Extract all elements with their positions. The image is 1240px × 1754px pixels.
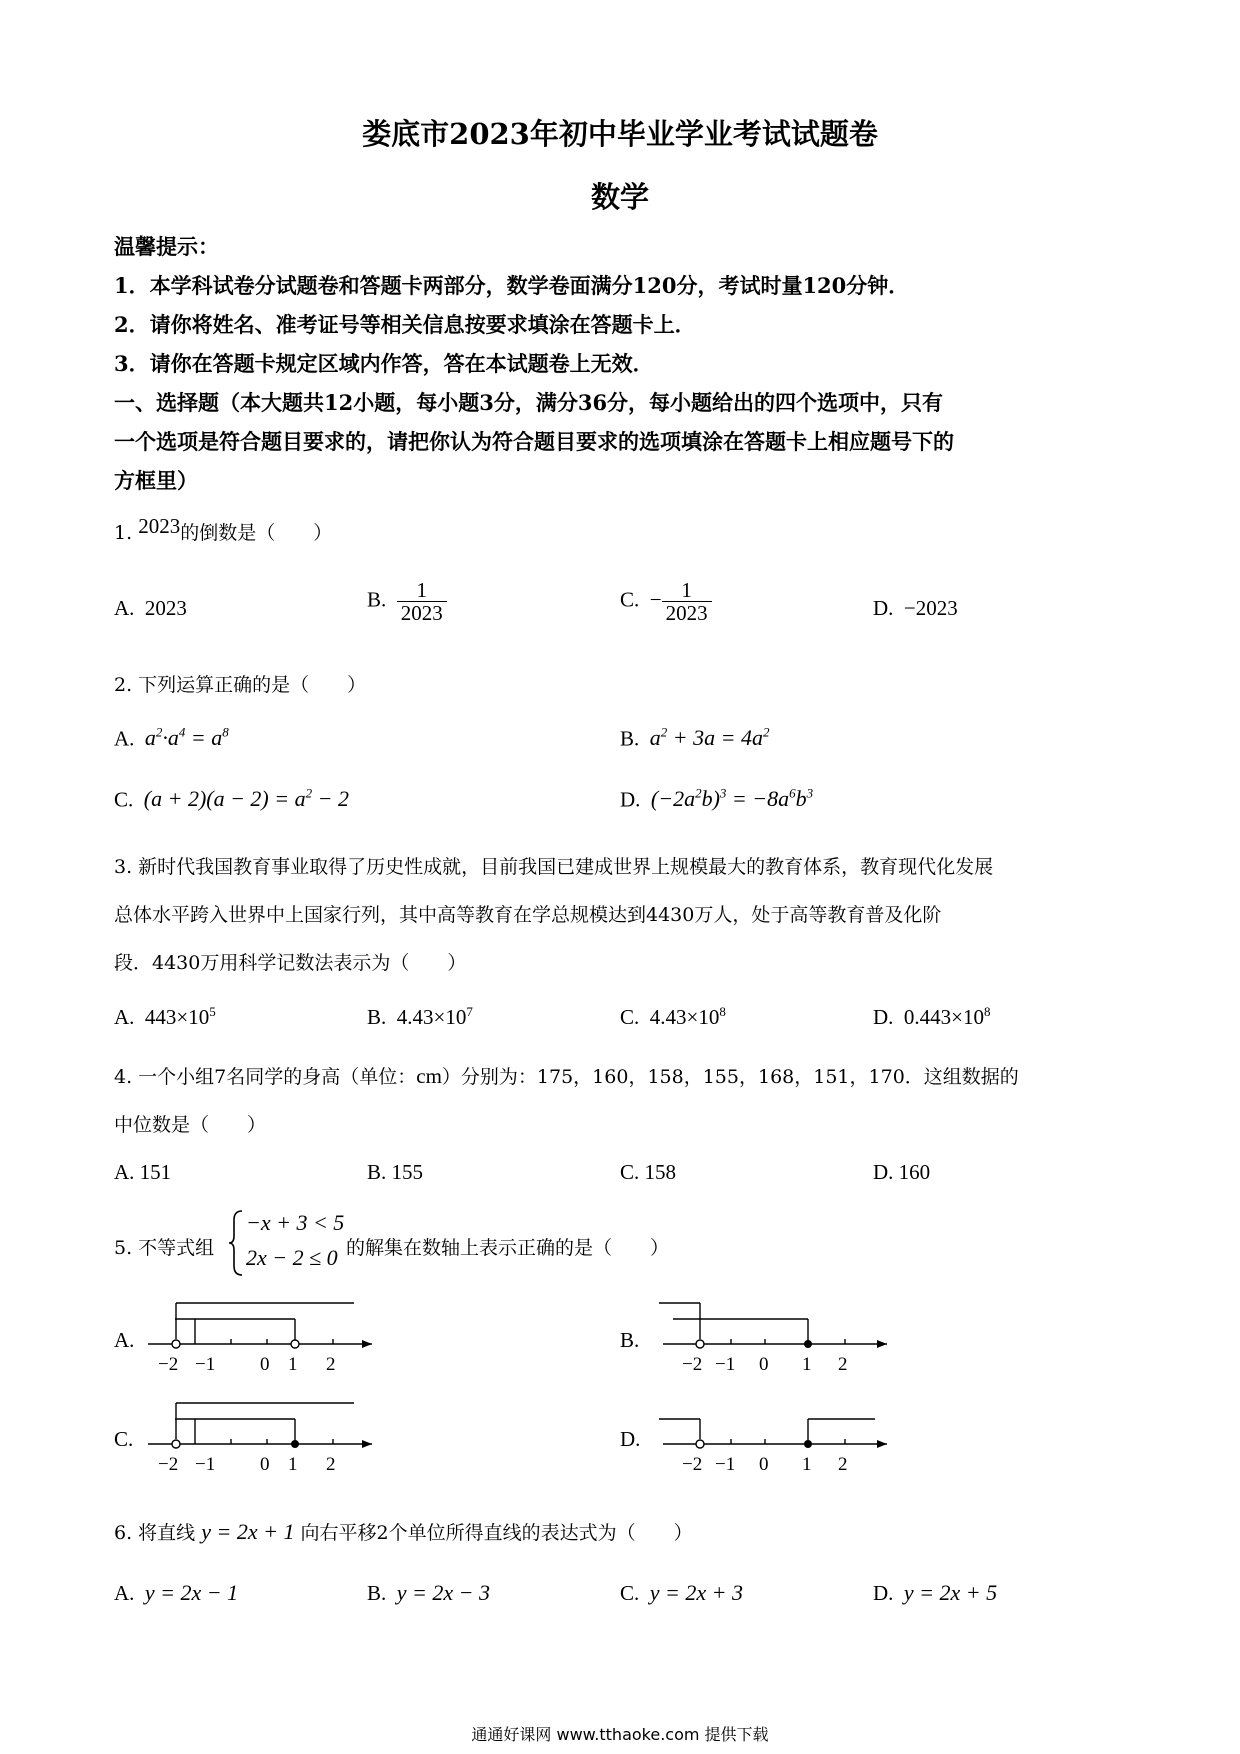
tick-label: 0 xyxy=(759,1454,769,1475)
q5-inequality-2: 2x − 2 ≤ 0 xyxy=(246,1245,338,1270)
q4-option-c: C. 158 xyxy=(620,1160,677,1184)
q5-prefix: 5. 不等式组 xyxy=(114,1237,215,1259)
q6-stem: 6. 将直线 y = 2x + 1 向右平移2个单位所得直线的表达式为（ ） xyxy=(114,1519,693,1544)
tick-label: 2 xyxy=(838,1354,848,1375)
q1-number: 1. xyxy=(114,522,133,544)
q6-option-d: D. y = 2x + 5 xyxy=(873,1580,998,1605)
exam-title: 娄底市2023年初中毕业学业考试试题卷 xyxy=(362,117,878,151)
q5-number-line-d xyxy=(655,1395,895,1475)
q5-option-d-label: D. xyxy=(620,1427,641,1451)
tick-label: 2 xyxy=(326,1354,336,1375)
tick-label: −1 xyxy=(715,1454,736,1475)
q1-b-fraction: $\frac{1}{2023}$ xyxy=(397,579,447,624)
footer-watermark: 通通好课网 www.tthaoke.com 提供下载 xyxy=(471,1725,769,1744)
q5-number-line-c xyxy=(140,1395,380,1475)
q1-option-d: D. −2023 xyxy=(873,596,958,620)
q5-brace xyxy=(228,1208,246,1278)
q5-suffix: 的解集在数轴上表示正确的是（ ） xyxy=(346,1237,670,1259)
q3-option-d: D. $0.443\times 10^8$ xyxy=(873,1004,991,1029)
tick-label: 1 xyxy=(802,1354,812,1375)
tick-label: 0 xyxy=(260,1454,270,1475)
q1-text: 的倒数是（ ） xyxy=(180,522,333,544)
q4-option-d: D. 160 xyxy=(873,1160,931,1184)
section-heading-line2: 一个选项是符合题目要求的，请把你认为符合题目要求的选项填涂在答题卡上相应题号下的 xyxy=(114,429,954,454)
q2-option-b: B. $a^2 + 3a = 4a^2$ xyxy=(620,725,770,751)
q1-stem xyxy=(114,514,333,545)
tick-label: −1 xyxy=(715,1354,736,1375)
q5-option-a-label: A. xyxy=(114,1328,135,1352)
q2-option-a: A. $a^2\cdot a^4 = a^8$ xyxy=(114,725,229,751)
subject-title: 数学 xyxy=(590,180,649,214)
q1-option-c: C. − $\frac{1}{2023}$ xyxy=(620,579,712,624)
q6-option-a: A. y = 2x − 1 xyxy=(114,1580,239,1605)
q5-option-b-label: B. xyxy=(620,1328,640,1352)
q6-option-c: C. y = 2x + 3 xyxy=(620,1580,743,1605)
q3-option-b: B. $4.43\times 10^7$ xyxy=(367,1004,473,1029)
tick-label: −1 xyxy=(195,1454,216,1475)
q2-option-c: C. $(a + 2)(a - 2) = a^2 - 2$ xyxy=(114,786,349,812)
q1-option-a: A. 2023 xyxy=(114,596,187,620)
tick-label: 1 xyxy=(802,1454,812,1475)
tick-label: −2 xyxy=(158,1454,179,1475)
q5-option-c-label: C. xyxy=(114,1427,134,1451)
q4-option-b: B. 155 xyxy=(367,1160,424,1184)
q4-line-1: 4. 一个小组7名同学的身高（单位：cm）分别为：175，160，158，155，168，151，170．这组数据的 xyxy=(114,1064,1019,1088)
tick-label: 1 xyxy=(288,1454,298,1475)
tick-label: 0 xyxy=(759,1354,769,1375)
q4-line-2: 中位数是（ ） xyxy=(114,1114,267,1136)
q3-option-c: C. $4.43\times 10^8$ xyxy=(620,1004,726,1029)
q1-option-b: B. $\frac{1}{2023}$ xyxy=(367,579,447,624)
notice-item-3: 3．请你在答题卡规定区域内作答，答在本试题卷上无效． xyxy=(114,351,654,376)
q5-number-line-a xyxy=(140,1295,380,1375)
section-heading-line3: 方框里） xyxy=(114,468,198,493)
tick-label: 1 xyxy=(288,1354,298,1375)
notice-item-1: 1．本学科试卷分试题卷和答题卡两部分，数学卷面满分120分，考试时量120分钟． xyxy=(114,273,910,298)
notice-heading: 温馨提示： xyxy=(114,234,219,259)
tick-label: 2 xyxy=(838,1454,848,1475)
q6-option-b: B. y = 2x − 3 xyxy=(367,1580,490,1605)
notice-item-2: 2．请你将姓名、准考证号等相关信息按要求填涂在答题卡上． xyxy=(114,312,696,337)
q5-number-line-b xyxy=(655,1295,895,1375)
tick-label: −2 xyxy=(682,1354,703,1375)
q5-inequality-1: −x + 3 < 5 xyxy=(246,1210,345,1235)
tick-label: −2 xyxy=(158,1354,179,1375)
tick-label: −1 xyxy=(195,1354,216,1375)
q3-line-3: 段．4430万用科学记数法表示为（ ） xyxy=(114,952,467,974)
q3-line-1: 3. 新时代我国教育事业取得了历史性成就，目前我国已建成世界上规模最大的教育体系，教育现代化发展 xyxy=(114,856,994,878)
q4-option-a: A. 151 xyxy=(114,1160,172,1184)
tick-label: −2 xyxy=(682,1454,703,1475)
q2-option-d: D. $(-2a^2b)^3 = -8a^6b^3$ xyxy=(620,786,814,812)
q3-option-a: A. $443\times 10^5$ xyxy=(114,1004,216,1029)
tick-label: 0 xyxy=(260,1354,270,1375)
q3-line-2: 总体水平跨入世界中上国家行列，其中高等教育在学总规模达到4430万人，处于高等教育普及化阶 xyxy=(114,904,942,926)
q1-c-fraction: $\frac{1}{2023}$ xyxy=(662,579,712,624)
q2-stem: 2. 下列运算正确的是（ ） xyxy=(114,674,367,696)
q1-value: 2023 xyxy=(138,514,181,538)
tick-label: 2 xyxy=(326,1454,336,1475)
section-heading-line1: 一、选择题（本大题共12小题，每小题3分，满分36分，每小题给出的四个选项中，只有 xyxy=(114,390,944,415)
